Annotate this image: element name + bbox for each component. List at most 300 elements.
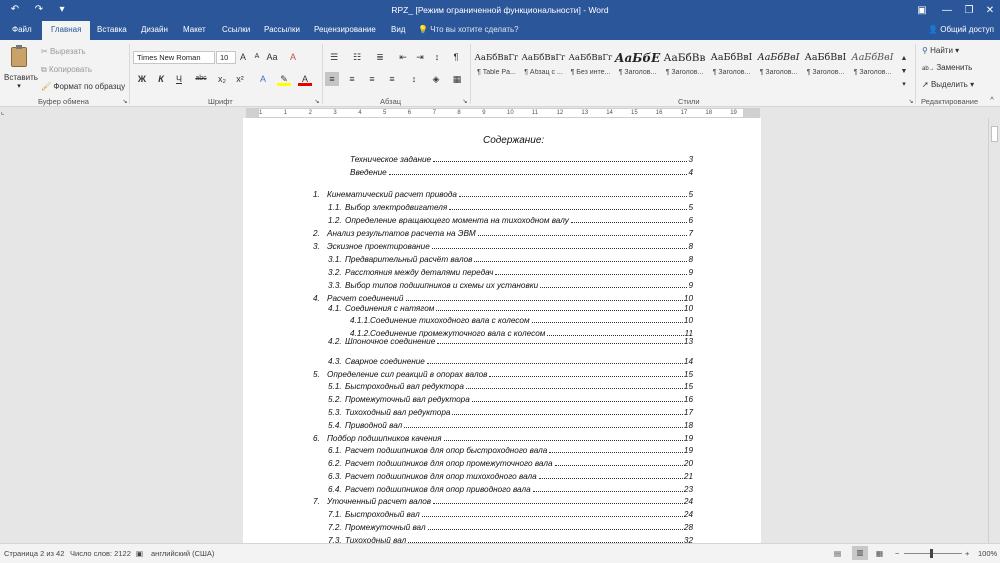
paste-dropdown-icon: ▾ — [17, 83, 21, 90]
ruler-label: 5 — [383, 110, 387, 116]
toc-entry-page: 19 — [683, 434, 693, 443]
bold-button[interactable]: Ж — [137, 74, 147, 84]
toc-entry-number: 7.3. — [328, 536, 342, 543]
clipboard-icon — [11, 47, 27, 67]
window-title: RPZ_ [Режим ограниченной функциональности] - Word — [391, 5, 609, 15]
close-icon[interactable]: ✕ — [985, 5, 995, 16]
toc-entry-number: 7. — [313, 497, 320, 506]
style-name: ¶ Заголов... — [853, 69, 892, 76]
find-dropdown-icon: ▾ — [952, 46, 960, 55]
justify-icon[interactable]: ≡ — [389, 74, 395, 84]
toc-entry-number: 5.2. — [328, 395, 342, 404]
font-launcher-icon[interactable]: ↘ — [314, 99, 320, 105]
toc-entry-text: Соединения с натягом — [345, 304, 435, 313]
toc-entry-number: 7.1. — [328, 510, 342, 519]
toc-entry-text: Быстроходный вал редуктора — [345, 382, 464, 391]
separator — [129, 44, 130, 104]
style-item[interactable] — [520, 47, 567, 84]
ruler-label: 15 — [631, 110, 638, 116]
ruler-label: 11 — [531, 110, 539, 116]
toc-leader-dots — [532, 316, 683, 323]
ruler-label: 7 — [432, 110, 436, 116]
toc-leader-dots — [437, 337, 683, 344]
style-preview: АаБбВвІ — [851, 52, 894, 63]
style-item[interactable] — [661, 47, 708, 84]
tab-file[interactable]: Файл — [12, 25, 32, 34]
toc-entry-page: 16 — [683, 395, 693, 404]
toc-entry-number: 1. — [313, 190, 320, 199]
select-cursor-icon: ➚ — [922, 80, 931, 89]
ruler-left-margin — [247, 109, 259, 117]
toc-entry-text: Анализ результатов расчета на ЭВМ — [327, 229, 476, 238]
toc-leader-dots — [433, 155, 687, 162]
toc-entry-page: 17 — [683, 408, 693, 417]
toc-entry-page: 14 — [683, 357, 693, 366]
paragraph-launcher-icon[interactable]: ↘ — [462, 99, 468, 105]
toc-entry-page: 5 — [688, 203, 693, 212]
toc-entry-page: 23 — [683, 485, 693, 494]
toc-entry-page: 10 — [683, 316, 693, 325]
toc-entry-number: 5. — [313, 370, 320, 379]
toc-entry-page: 7 — [688, 229, 693, 238]
style-preview: АаБбВвІ — [804, 52, 847, 63]
ruler-label: 8 — [457, 110, 461, 116]
italic-button[interactable]: К — [158, 74, 164, 84]
toc-entry[interactable] — [243, 304, 761, 315]
decrease-indent-icon[interactable]: ⇤ — [399, 52, 407, 62]
editing-group-label: Редактирование — [921, 97, 979, 106]
toc-leader-dots — [571, 216, 687, 223]
ruler-label: 12 — [556, 110, 564, 116]
separator — [470, 44, 471, 104]
ruler-label: 16 — [655, 110, 663, 116]
toc-entry[interactable] — [243, 408, 761, 419]
toc-entry-number: 4.2. — [328, 337, 342, 346]
toc-entry[interactable] — [243, 268, 761, 279]
toc-entry-text: Подбор подшипников качения — [327, 434, 442, 443]
read-mode-icon[interactable]: ▤ — [834, 549, 842, 558]
highlight-icon[interactable]: ✎ — [277, 72, 291, 86]
separator — [322, 44, 323, 104]
toc-entry[interactable] — [243, 155, 761, 166]
tab-view[interactable]: Вид — [391, 25, 406, 34]
toc-entry-page: 19 — [683, 446, 693, 455]
style-name: ¶ Заголов... — [806, 69, 845, 76]
style-item[interactable] — [614, 47, 661, 84]
zoom-slider-thumb[interactable] — [930, 549, 933, 558]
toc-entry-text: Расчет подшипников для опор промежуточного вала — [345, 459, 553, 468]
styles-group-label: Стили — [678, 97, 700, 106]
toc-leader-dots — [466, 382, 683, 389]
toc-entry[interactable] — [243, 434, 761, 445]
ribbon-home — [0, 40, 1000, 107]
strikethrough-button[interactable]: abc — [195, 75, 207, 82]
style-preview: АаБбВвГг — [521, 53, 566, 63]
subscript-button[interactable]: x₂ — [218, 74, 226, 84]
styles-launcher-icon[interactable]: ↘ — [908, 99, 914, 105]
paragraph-group-label: Абзац — [380, 97, 402, 106]
minimize-icon[interactable]: — — [942, 5, 952, 16]
clipboard-launcher-icon[interactable]: ↘ — [122, 99, 128, 105]
toc-entry-number: 7.2. — [328, 523, 342, 532]
toc-entry[interactable] — [243, 446, 761, 457]
toc-entry-number: 6.1. — [328, 446, 342, 455]
toc-entry[interactable] — [243, 510, 761, 521]
text-effects-icon[interactable]: A — [259, 74, 266, 84]
style-name: ¶ Заголов... — [618, 69, 657, 76]
clipboard-group-label: Буфер обмена — [38, 97, 89, 106]
toc-entry[interactable] — [243, 357, 761, 368]
toc-leader-dots — [432, 242, 687, 249]
tab-home[interactable]: Главная — [42, 21, 90, 40]
toc-entry-text: Кинематический расчет привода — [327, 190, 457, 199]
toc-entry-text: Уточненный расчет валов — [327, 497, 432, 506]
superscript-button[interactable]: x² — [236, 74, 244, 84]
grow-font-icon[interactable]: A — [239, 52, 246, 62]
align-left-icon[interactable]: ≡ — [325, 72, 339, 86]
ruler-label: 9 — [482, 110, 486, 116]
toc-entry-page: 10 — [683, 294, 693, 303]
document-page[interactable] — [243, 118, 761, 543]
ruler-right-margin — [743, 109, 759, 117]
select-button[interactable]: ➚ Выделить ▾ — [922, 80, 975, 89]
toc-leader-dots — [459, 190, 687, 197]
brush-icon: 🖌 — [41, 82, 54, 91]
toc-entry-text: Промежуточный вал редуктора — [345, 395, 470, 404]
toc-entry-text: Техническое задание — [350, 155, 432, 164]
tab-mailings[interactable]: Рассылки — [264, 25, 300, 34]
toc-entry-number: 3.2. — [328, 268, 342, 277]
toc-entry-text: Расчет подшипников для опор приводного вала — [345, 485, 531, 494]
toc-leader-dots — [489, 370, 683, 377]
tab-insert[interactable]: Вставка — [97, 25, 127, 34]
ruler-label: 18 — [705, 110, 713, 116]
collapse-ribbon-icon[interactable]: ^ — [990, 97, 994, 104]
toc-entry-text: Расчет подшипников для опор тихоходного вала — [345, 472, 537, 481]
toc-leader-dots — [428, 523, 683, 530]
toc-entry-page: 13 — [683, 337, 693, 346]
styles-more-icon[interactable]: ▾ — [902, 81, 906, 88]
style-item[interactable] — [849, 47, 896, 84]
toc-leader-dots — [472, 395, 683, 402]
toc-leader-dots — [422, 510, 683, 517]
lightbulb-icon: 💡 — [418, 25, 431, 34]
ruler-label: 2 — [308, 110, 312, 116]
toc-leader-dots — [389, 168, 687, 175]
toc-leader-dots — [433, 497, 683, 504]
toc-entry-number: 5.3. — [328, 408, 342, 417]
zoom-out-icon[interactable]: − — [895, 549, 900, 558]
toc-entry-page: 5 — [688, 190, 693, 199]
toc-entry[interactable] — [243, 168, 761, 179]
styles-scroll-up-icon[interactable]: ▲ — [900, 55, 908, 62]
styles-scroll-down-icon[interactable]: ▼ — [900, 68, 908, 75]
toc-title: Содержание: — [483, 135, 545, 146]
tab-layout[interactable]: Макет — [183, 25, 206, 34]
tab-selector-icon[interactable]: ⌞ — [1, 109, 5, 116]
toc-leader-dots — [408, 536, 683, 543]
style-item[interactable] — [473, 47, 520, 84]
tab-references[interactable]: Ссылки — [222, 25, 251, 34]
toc-entry[interactable] — [243, 203, 761, 214]
undo-icon[interactable]: ↶ — [10, 4, 20, 15]
toc-leader-dots — [404, 421, 683, 428]
toc-entry-page: 10 — [683, 304, 693, 313]
title-bar — [0, 0, 1000, 21]
toc-entry-number: 5.4. — [328, 421, 342, 430]
tab-review[interactable]: Рецензирование — [314, 25, 376, 34]
clear-format-icon[interactable]: A — [289, 52, 296, 62]
toc-entry-number: 4.3. — [328, 357, 342, 366]
toc-entry-page: 8 — [688, 242, 693, 251]
toc-entry-page: 21 — [683, 472, 693, 481]
person-icon: 👤 — [928, 25, 941, 34]
toc-entry-number: 1.2. — [328, 216, 342, 225]
toc-leader-dots — [444, 434, 683, 441]
copy-button[interactable]: ⧉ Копировать — [41, 65, 93, 74]
toc-entry-text: Промежуточный вал — [345, 523, 426, 532]
replace-icon: ab→ — [922, 66, 937, 72]
ribbon-tabs — [0, 21, 1000, 40]
select-dropdown-icon: ▾ — [967, 80, 975, 89]
font-name-combo[interactable]: Times New Roman — [133, 51, 215, 64]
toc-entry[interactable] — [243, 337, 761, 348]
style-name: ¶ Заголов... — [759, 69, 798, 76]
toc-entry[interactable] — [243, 497, 761, 508]
toc-leader-dots — [452, 408, 683, 415]
toc-entry[interactable] — [243, 216, 761, 227]
line-spacing-icon[interactable]: ↕ — [411, 74, 417, 84]
replace-button[interactable]: ab→ Заменить — [922, 63, 973, 72]
redo-icon[interactable]: ↷ — [34, 4, 44, 15]
toc-entry[interactable] — [243, 421, 761, 432]
zoom-slider[interactable] — [904, 553, 962, 554]
toc-leader-dots — [533, 485, 683, 492]
table-of-contents — [243, 118, 761, 543]
toc-entry[interactable] — [243, 459, 761, 470]
toc-entry-number: 3. — [313, 242, 320, 251]
toc-entry-number: 5.1. — [328, 382, 342, 391]
toc-entry-text: Определение вращающего момента на тихоходном валу — [345, 216, 569, 225]
toc-entry-text: Введение — [350, 168, 387, 177]
toc-entry-page: 24 — [683, 497, 693, 506]
magnifier-icon: ⚲ — [922, 46, 931, 55]
toc-entry-page: 20 — [683, 459, 693, 468]
tell-me-search[interactable]: 💡 Что вы хотите сделать? — [418, 25, 519, 34]
multilevel-list-icon[interactable]: ≣ — [376, 52, 384, 62]
toc-entry-page: 8 — [688, 255, 693, 264]
toc-entry-number: 1.1. — [328, 203, 342, 212]
toc-leader-dots — [495, 268, 687, 275]
toc-entry[interactable] — [243, 382, 761, 393]
word-count[interactable]: Число слов: 2122 — [70, 549, 131, 558]
toc-leader-dots — [539, 472, 683, 479]
toc-leader-dots — [547, 329, 684, 336]
ruler-label: 3 — [333, 110, 337, 116]
toc-entry-page: 15 — [683, 382, 693, 391]
toc-entry[interactable] — [243, 242, 761, 253]
toc-entry-text: Сварное соединение — [345, 357, 425, 366]
language-indicator[interactable]: английский (США) — [151, 549, 215, 558]
ruler-label: 10 — [507, 110, 514, 116]
toc-entry-number: 4.1.2. — [350, 329, 371, 338]
toc-entry-text: Предварительный расчёт валов — [345, 255, 473, 264]
share-button[interactable]: 👤 Общий доступ — [928, 25, 994, 34]
style-item[interactable] — [802, 47, 849, 84]
style-name: ¶ Абзац с ... — [524, 69, 563, 76]
font-size-combo[interactable]: 10 — [216, 51, 236, 64]
toc-entry-text: Выбор типов подшипников и схемы их установки — [345, 281, 539, 290]
status-bar — [0, 543, 1000, 563]
font-color-icon[interactable]: A — [298, 72, 312, 86]
style-preview: АаБбЕ — [614, 51, 661, 65]
toc-entry[interactable] — [243, 281, 761, 292]
underline-button[interactable]: Ч — [176, 74, 182, 84]
align-center-icon[interactable]: ≡ — [349, 74, 355, 84]
page-counter[interactable]: Страница 2 из 42 — [4, 549, 65, 558]
toc-entry-text: Расчет подшипников для опор быстроходного вала — [345, 446, 548, 455]
zoom-level[interactable]: 100% — [978, 549, 998, 558]
paste-button[interactable]: Вставить ▾ — [4, 45, 34, 91]
style-name: ¶ Без инте... — [570, 69, 611, 76]
toc-entry[interactable] — [243, 472, 761, 483]
toc-leader-dots — [474, 255, 687, 262]
proofing-icon[interactable]: ▣ — [136, 549, 144, 558]
toc-entry-page: 6 — [688, 216, 693, 225]
increase-indent-icon[interactable]: ⇥ — [416, 52, 424, 62]
toc-entry-text: Тихоходный вал редуктора — [345, 408, 451, 417]
toc-entry-number: 4.1. — [328, 304, 342, 313]
style-item[interactable] — [755, 47, 802, 84]
toc-entry-page: 3 — [688, 155, 693, 164]
maximize-icon[interactable]: ❐ — [964, 5, 974, 16]
toc-entry[interactable] — [243, 229, 761, 240]
web-layout-icon[interactable]: ▦ — [876, 549, 884, 558]
toc-entry-page: 9 — [688, 281, 693, 290]
toc-leader-dots — [478, 229, 687, 236]
ruler-label: 1 — [259, 110, 263, 116]
toc-leader-dots — [427, 357, 683, 364]
toc-entry-number: 3.3. — [328, 281, 342, 290]
toc-entry-text: Расстояния между деталями передач — [345, 268, 494, 277]
toc-entry-text: Расчет соединений — [327, 294, 404, 303]
toc-entry[interactable] — [243, 536, 761, 543]
toc-leader-dots — [540, 281, 687, 288]
copy-icon: ⧉ — [41, 65, 49, 74]
style-item[interactable] — [708, 47, 755, 84]
toc-entry-text: Быстроходный вал — [345, 510, 420, 519]
cut-button[interactable]: ✂ Вырезать — [41, 47, 86, 56]
borders-icon[interactable]: ▦ — [452, 74, 462, 84]
scrollbar-thumb[interactable] — [991, 126, 998, 142]
toc-entry-page: 11 — [684, 329, 693, 338]
left-margin-area — [0, 109, 9, 543]
tab-design[interactable]: Дизайн — [141, 25, 168, 34]
print-layout-icon[interactable]: ▥ — [852, 546, 868, 560]
zoom-in-icon[interactable]: + — [965, 549, 970, 558]
toc-entry-number: 2. — [313, 229, 320, 238]
toc-entry-text: Шпоночное соединение — [345, 337, 436, 346]
show-marks-icon[interactable]: ¶ — [453, 52, 459, 62]
toc-entry-page: 15 — [683, 370, 693, 379]
style-preview: АаБбВвІ — [710, 52, 753, 63]
style-item[interactable] — [567, 47, 614, 84]
scissors-icon: ✂ — [41, 47, 50, 56]
toc-entry-number: 6.2. — [328, 459, 342, 468]
toc-entry-text: Выбор электродвигателя — [345, 203, 448, 212]
ruler-label: 1 — [283, 110, 288, 116]
align-right-icon[interactable]: ≡ — [369, 74, 375, 84]
toc-entry-text: Эскизное проектирование — [327, 242, 430, 251]
toc-entry-page: 4 — [688, 168, 693, 177]
toc-entry-page: 9 — [688, 268, 693, 277]
toc-entry-number: 4.1.1. — [350, 316, 371, 325]
toc-entry-text: Приводной вал — [345, 421, 403, 430]
separator — [915, 44, 916, 104]
toc-entry-text: Соединение тихоходного вала с колесом — [370, 316, 530, 325]
shading-icon[interactable]: ◈ — [432, 74, 440, 84]
horizontal-ruler[interactable] — [246, 108, 760, 118]
toc-entry-page: 32 — [683, 536, 693, 543]
toc-entry-number: 3.1. — [328, 255, 342, 264]
toc-entry-page: 28 — [683, 523, 693, 532]
toc-entry[interactable] — [243, 370, 761, 381]
ruler-label: 14 — [606, 110, 613, 116]
toc-entry[interactable] — [243, 316, 761, 327]
find-button[interactable]: ⚲ Найти ▾ — [922, 46, 960, 55]
ribbon-display-icon[interactable]: ▣ — [917, 5, 927, 16]
toc-leader-dots — [436, 304, 683, 311]
format-painter-button[interactable]: 🖌 Формат по образцу — [41, 82, 126, 91]
toc-entry-text: Определение сил реакций в опорах валов — [327, 370, 488, 379]
toc-leader-dots — [449, 203, 687, 210]
ruler-label: 13 — [581, 110, 589, 116]
toc-entry[interactable] — [243, 190, 761, 201]
font-group-label: Шрифт — [208, 97, 233, 106]
toc-entry-text: Тихоходный вал — [345, 536, 407, 543]
toc-entry-number: 6.3. — [328, 472, 342, 481]
toc-entry-page: 18 — [683, 421, 693, 430]
toc-entry[interactable] — [243, 255, 761, 266]
style-preview: АаБбВв — [663, 52, 706, 64]
toc-entry-page: 24 — [683, 510, 693, 519]
quick-access-dropdown-icon[interactable]: ▾ — [59, 4, 65, 15]
toc-entry[interactable] — [243, 395, 761, 406]
style-preview: АаБбВвГг — [474, 53, 519, 63]
toc-entry-text: Соединение промежуточного вала с колесом — [370, 329, 546, 338]
ruler-label: 17 — [680, 110, 688, 116]
style-name: ¶ Заголов... — [712, 69, 751, 76]
style-name: ¶ Table Pa... — [477, 69, 516, 76]
toc-leader-dots — [406, 294, 683, 301]
toc-leader-dots — [555, 459, 683, 466]
numbering-icon[interactable]: ☷ — [352, 52, 362, 62]
style-preview: АаБбВвГг — [568, 53, 613, 63]
vertical-scrollbar[interactable] — [988, 118, 1000, 543]
style-preview: АаБбВвІ — [757, 52, 800, 63]
toc-entry-number: 4. — [313, 294, 320, 303]
toc-entry-number: 6. — [313, 434, 320, 443]
sort-icon[interactable]: ↕ — [434, 52, 440, 62]
ruler-label: 4 — [358, 110, 362, 116]
toc-entry[interactable] — [243, 485, 761, 496]
change-case-icon[interactable]: Aa — [266, 52, 278, 62]
bullets-icon[interactable]: ☰ — [329, 52, 339, 62]
ruler-label: 6 — [407, 110, 412, 116]
toc-entry-number: 6.4. — [328, 485, 342, 494]
toc-entry[interactable] — [243, 523, 761, 534]
shrink-font-icon[interactable]: A — [254, 53, 260, 60]
